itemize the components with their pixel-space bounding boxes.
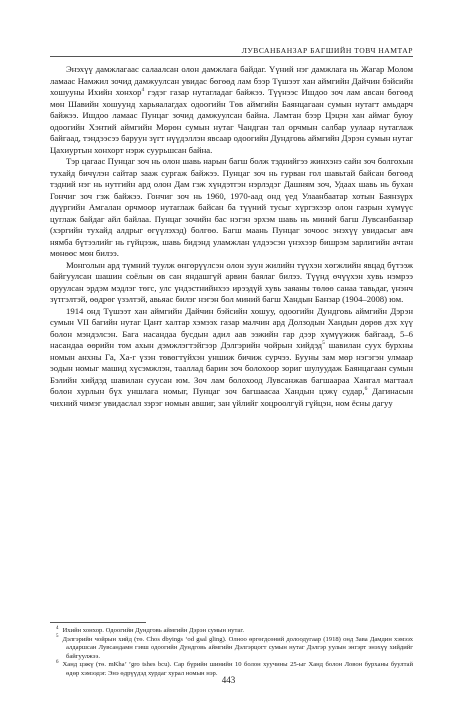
running-header-title: ЛУВСАНБАНЗАР БАГШИЙН ТОВЧ НАМТАР xyxy=(241,46,413,55)
paragraph xyxy=(50,64,413,156)
paragraph-text: Тэр цагаас Пунцаг зоч нь олон шавь нарын багш болж тэднийгээ жинхэнэ сайн зоч болгохын тухайд бичүлэн сайтар зааж сургаж байжээ. Пунцаг зоч нь гурван гол шавьтай байсан бөгөөд тэдний нэг нь нутгийн ард олон Дам гэж хүндэтгэн нэрлэдэг Дашням зоч, Удаах шавь нь бухан Гончиг зоч гэж байжээ. Гончиг зоч нь 1960, 1970-аад онд үед Улаанбаатар хотын Баянзүрх дүүргийн Амгалан орчмоор нутаглаж байсан ба түүний тусыг хүргэхээр олон газрын хүмүүс цуглаж байдаг айл байлаа. Пунцаг зочийн бас нэгэн эрхэм шавь нь миний багш Лувсанбанзар (хэргийн тухайд алдрыг өгүүлэхэд) болгөө. Багш маань Пунцаг зочоос энэхүү увидасыг авч нямба бүтээлийг нь гүйцээж, шавь бидэнд уламжлан үлдээсэн үнэхээр бишрэм зарлигийн ачтан мөнөөс мөн билээ. xyxy=(50,156,413,258)
paragraph-text: шавилан суух бурхны номын анхны Га, Ха-г үзэн төвөгтүйхэн уншиж бичиж сурчээ. Бууны зам мөр нэгэгэн улмаар эодын номыг машид хүсэмжлэн, тааллад барин зоч болохоор зориг шулуудаж Баянцагаан сумын Бэлийн хийдэд шавилан суусан юм. Зоч лам болохоод Лувсанжав багшаараа Хангал магтаал болон хурлын бүх уншлага номыг, Пунцаг зоч багшаасаа Хандын цэжү судар, xyxy=(50,340,413,396)
footnote-ref: 6 xyxy=(364,386,368,393)
paragraph-text: гэдэг газар нутагладаг байжээ. Түүнээс Ишдоо зоч лам авсан бөгөөд мөн Шавийн хошуунд харьяалагдах одоогийн Төв аймгийн Баянцагаан сумын нутагт амьдарч байжээ. Ишдоо ламаас Пунцаг зочид дамжуулсан байна. Ламтан бээр Цэцэн хан аймаг буюу одоогийн Хэнтий аймгийн Мөрөн сумын нутаг Чандган тал орчмын салбар уулаар нутаглаж байгаад, тэндээсээ баруун зүгт нүүдэллэн явсаар одоогийн Дундговь аймгийн Дэрэн сумын нутаг Цахиуртын хонхорт нэрж суурьшсан байна. xyxy=(50,87,413,155)
footnote xyxy=(50,627,413,636)
footnote-number: 4 xyxy=(56,625,59,631)
footnote-number: 5 xyxy=(56,634,59,640)
footnote-ref: 4 xyxy=(141,87,145,94)
paragraph-text: Энэхүү дамжлагаас салаалсан олон дамжлага байдаг. Үүний нэг дамжлага нь Жагар Молом ламаас Намжил зочид дамжуулсан увидас бөгөөд лам бээр Түшээт хан аймгийн Дайчин бэйсийн хошууны Ихийн хонхор xyxy=(50,64,413,97)
footnotes xyxy=(50,627,413,679)
running-header xyxy=(50,40,413,57)
paragraph xyxy=(50,260,413,306)
footnote-number: 6 xyxy=(56,660,59,666)
paragraph xyxy=(50,306,413,410)
paragraph-text: 1914 онд Түшээт хан аймгийн Дайчин бэйсийн хошуу, одоогийн Дундговь аймгийн Дэрэн сумын VII багийн нутаг Цант халтар хэмээх газар малчин ард Долзодын Хандын дөрөв дэх хүү болон мэндэлсэн. Бага насандаа бусдын адил аав ээжийн гар дээр хүмүүжиж байгаад, 5–6 насандаа өөрийн том ахын дэмжлэгтэйгээр Дэлгэрийн чойрын хийдэд xyxy=(50,305,413,350)
body-text xyxy=(50,64,413,409)
paragraph xyxy=(50,156,413,260)
footnote-text: Ханд цэжү (тө. mKha’ ’gro tshes bcu). Сар бүрийн шинийн 10 болон хуучины 25-ыг Ханд болон Ловон бурханы буултай өдөр хэмээдэг. Энэ өдрүүдэд хурдаг хурал номын нэр. xyxy=(62,661,413,677)
page-number: 443 xyxy=(221,675,236,685)
footnote-text: Ихийн хонхор. Одоогийн Дундговь аймгийн Дэрэн сумын нутаг. xyxy=(62,627,244,634)
paragraph-text: Дагинасын чихний чимэг увидаслал зэрэг номын авшиг, зан үйлийг хоцроолгүй гүйцэн, ном ёсны дагуу xyxy=(50,386,414,408)
footnote xyxy=(50,636,413,662)
footnote-ref: 5 xyxy=(322,340,325,347)
footnote-divider xyxy=(50,622,146,623)
paragraph-text: Монголын ард түмний туулж өнгөрүүлсэн олон зуун жилийн түүхэн хөгжлийн явцад бүтээж байгуулсан шашин соёлын өв сан яндашгүй арвин баялаг билээ. Түүнд өчүүхэн хувь нэмрээ оруулсан эрдэм мэдлэг төгс, улс үндэстнийнхээ ирээдүй хувь заяаны төлөө санаа тавьдаг, үнэнч зүтгэлтэй, өөдрөг үзэлтэй, авьяас билэг нэгэн бол миний багш Хандын Банзар (1904–2008) юм. xyxy=(50,259,413,304)
footnote-text: Дэлгэрийн чойрын хийд (тө. Chos dbyings ‘od gsal gling). Олноо өргөгдсөний долоодугаар (1918) онд Зава Дамдин хэмээх алдаршсан Лувсандамн гэвш одоогийн Дундговь аймгийн Дэлгэрцогт сумын нутаг Дэлгэр уулын энгэрт энэхүү хийдийг байгуулжээ. xyxy=(62,635,413,660)
